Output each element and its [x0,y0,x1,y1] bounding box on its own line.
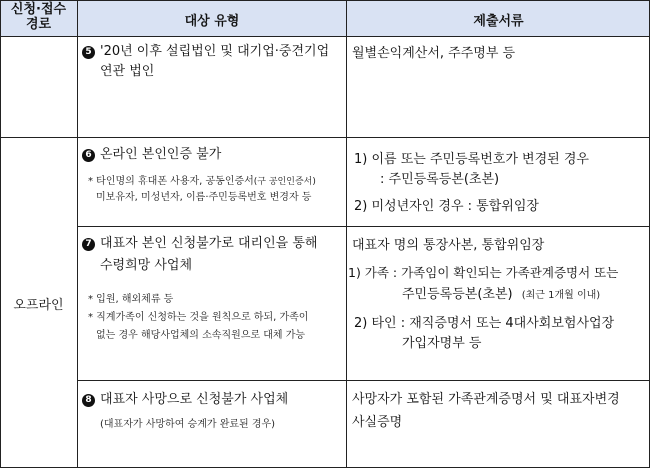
row7-doc-2: 2) 타인 : 재직증명서 또는 4대사회보험사업장 [354,316,615,331]
badge-8: 8 [82,394,95,407]
row6-doc-2: 2) 미성년자인 경우 : 통합위임장 [354,199,539,214]
row6-target [82,143,221,162]
row7-note-1: * 입원, 해외체류 등 [88,294,174,305]
badge-5: 5 [82,46,95,59]
row7-doc-1-cont-text: 주민등록등본(초본) [402,287,513,302]
row6-note-main: * 타인명의 휴대폰 사용자, 공동인증서 [88,176,254,187]
row6-note-line2: 미보유자, 미성년자, 이름·주민등록번호 변경자 등 [96,192,312,203]
border-row6-bottom [78,226,650,227]
row6-doc-1-sub: : 주민등록등본(초본) [380,172,500,187]
row7-note-3: 없는 경우 해당사업체의 소속직원으로 대체 가능 [96,330,306,341]
row7-doc-1-cont [402,283,600,302]
row8-note: (대표자가 사망하여 승계가 완료된 경우) [100,419,276,430]
row5-target [82,42,329,82]
row7-target [82,233,317,277]
row6-note-paren: (구 공인인증서) [253,177,316,187]
row8-target-title: 대표자 사망으로 신청불가 사업체 [100,392,289,407]
border-top [0,0,650,1]
row8-doc-line1: 사망자가 포함된 가족관계증명서 및 대표자변경 [352,392,620,407]
channel-label: 오프라인 [13,298,64,313]
border-col1 [77,0,78,468]
row8-doc-line2: 사실증명 [352,415,403,430]
border-row5-bottom [0,137,650,138]
row6-doc-1: 1) 이름 또는 주민등록번호가 변경된 경우 [354,152,589,167]
row7-note-2: * 직계가족이 신청하는 것을 원칙으로 하되, 가족이 [88,312,309,323]
row7-target-line1: 대표자 본인 신청불가로 대리인을 통해 [100,236,318,251]
header-documents: 제출서류 [473,14,524,29]
badge-7: 7 [82,238,95,251]
row5-target-line2: 연관 법인 [100,64,155,79]
row8-target [82,388,288,407]
row7-doc-intro: 대표자 명의 통장사본, 통합위임장 [352,238,545,253]
row7-doc-2-cont: 가입자명부 등 [402,336,482,351]
row5-docs: 월별손익계산서, 주주명부 등 [352,46,516,61]
header-target-type: 대상 유형 [184,14,240,29]
header-channel-line2: 경로 [25,17,52,32]
badge-6: 6 [82,149,95,162]
border-left [0,0,1,468]
header-channel [0,2,77,32]
border-bottom [0,467,650,468]
border-right [649,0,650,468]
header-channel-line1: 신청·접수 [10,2,67,17]
border-header-bottom [0,36,650,37]
row7-doc-1: 1) 가족 : 가족임이 확인되는 가족관계증명서 또는 [348,265,619,280]
row6-target-title: 온라인 본인인증 불가 [100,147,222,162]
row7-doc-1-note: (최근 1개월 이내) [521,290,601,301]
border-row7-bottom [78,380,650,381]
border-col2 [346,0,347,468]
row6-note-line1 [88,172,316,187]
row7-target-line2: 수령희망 사업체 [100,258,193,273]
row5-target-line1: '20년 이후 설립법인 및 대기업·중견기업 [100,44,330,59]
